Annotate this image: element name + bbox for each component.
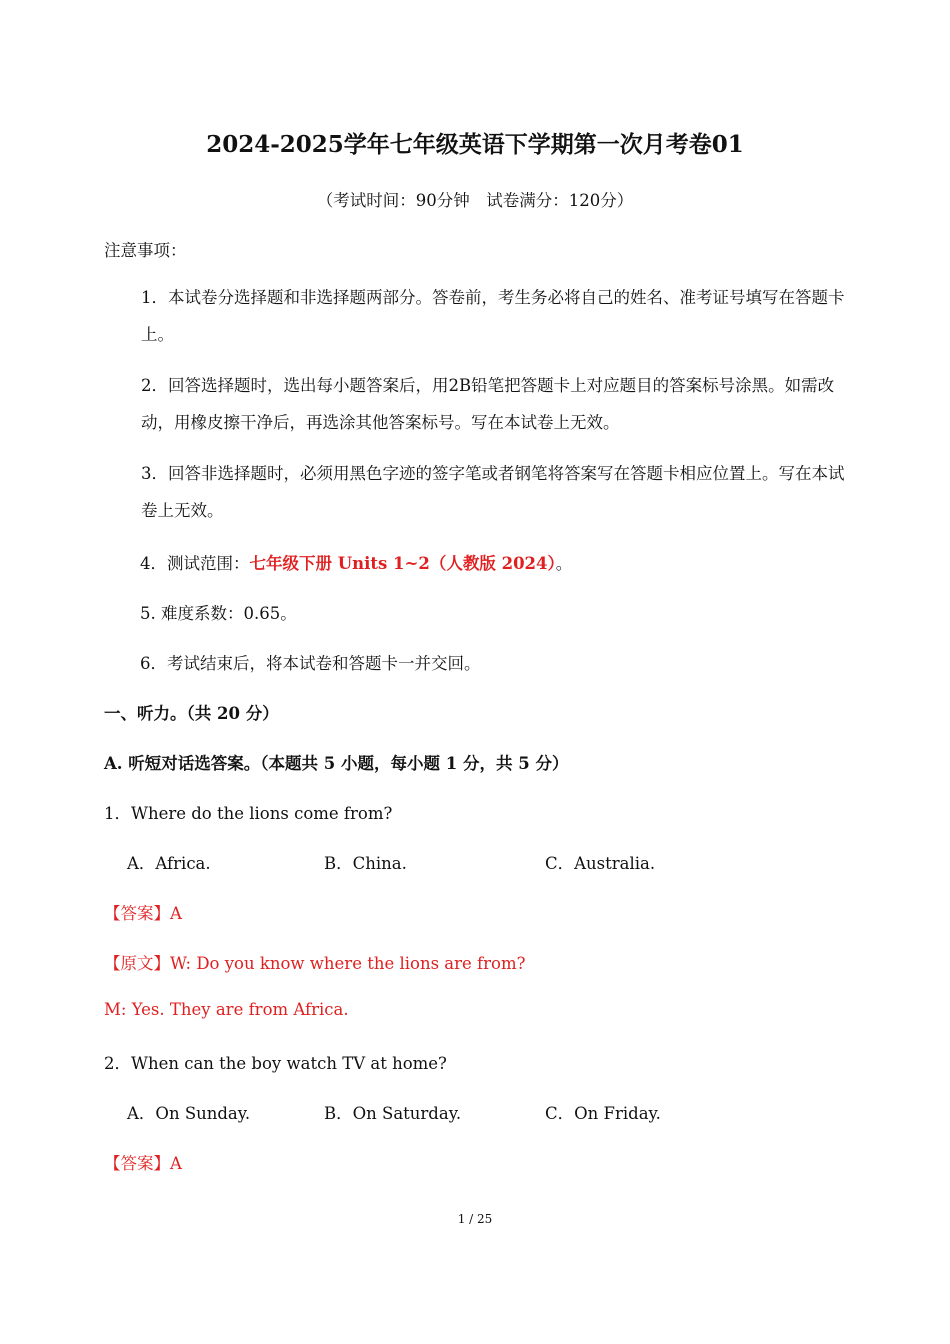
- notice-item-2: [104, 367, 849, 441]
- answer-label: 【答案】: [104, 1154, 170, 1173]
- notice-item-4-prefix: 4．测试范围：: [140, 554, 250, 573]
- notice-item-3: [104, 455, 849, 529]
- notice-item-4: [140, 550, 572, 574]
- answer-value: A: [170, 904, 182, 923]
- notice-item-5: 5. 难度系数：0.65。: [140, 604, 297, 623]
- question-1-script-w: [104, 950, 525, 974]
- answer-label: 【答案】: [104, 904, 170, 923]
- question-1-option-c: C．Australia.: [545, 854, 656, 873]
- page-title: 2024-2025学年七年级英语下学期第一次月考卷01: [206, 131, 744, 158]
- exam-info: （考试时间：90分钟 试卷满分：120分）: [316, 191, 634, 210]
- notice-item-1: [104, 279, 849, 353]
- question-2-answer: [104, 1150, 182, 1174]
- question-2-option-b: B．On Saturday.: [324, 1104, 462, 1123]
- notice-item-3-text: 3．回答非选择题时，必须用黑色字迹的签字笔或者钢笔将答案写在答题卡相应位置上。写在本试卷上无效。: [141, 464, 845, 520]
- page-number: 1 / 25: [457, 1212, 493, 1226]
- test-range: 七年级下册 Units 1~2（人教版 2024）: [249, 554, 556, 573]
- notice-item-2-text: 2．回答选择题时，选出每小题答案后，用2B铅笔把答题卡上对应题目的答案标号涂黑。如需改动，用橡皮擦干净后，再选涂其他答案标号。写在本试卷上无效。: [141, 376, 835, 432]
- notice-item-1-text: 1．本试卷分选择题和非选择题两部分。答卷前，考生务必将自己的姓名、准考证号填写在答题卡上。: [141, 288, 845, 344]
- question-1-stem: 1．Where do the lions come from?: [104, 804, 393, 823]
- script-label: 【原文】: [104, 954, 170, 973]
- question-1-option-b: B．China.: [324, 854, 407, 873]
- question-2-stem: 2．When can the boy watch TV at home?: [104, 1054, 447, 1073]
- script-line-w: W: Do you know where the lions are from?: [170, 954, 526, 973]
- section-heading-listening: 一、听力。（共 20 分）: [104, 704, 279, 723]
- question-1-script-m: M: Yes. They are from Africa.: [104, 1000, 349, 1019]
- answer-value: A: [170, 1154, 182, 1173]
- question-2-option-a: A．On Sunday.: [127, 1104, 251, 1123]
- notice-heading: 注意事项：: [104, 241, 187, 260]
- question-2-option-c: C．On Friday.: [545, 1104, 661, 1123]
- question-1-answer: [104, 900, 182, 924]
- part-a-heading: A. 听短对话选答案。（本题共 5 小题，每小题 1 分，共 5 分）: [104, 754, 569, 773]
- notice-item-6: 6．考试结束后，将本试卷和答题卡一并交回。: [140, 654, 481, 673]
- notice-item-4-suffix: 。: [555, 554, 573, 573]
- question-1-option-a: A．Africa.: [127, 854, 211, 873]
